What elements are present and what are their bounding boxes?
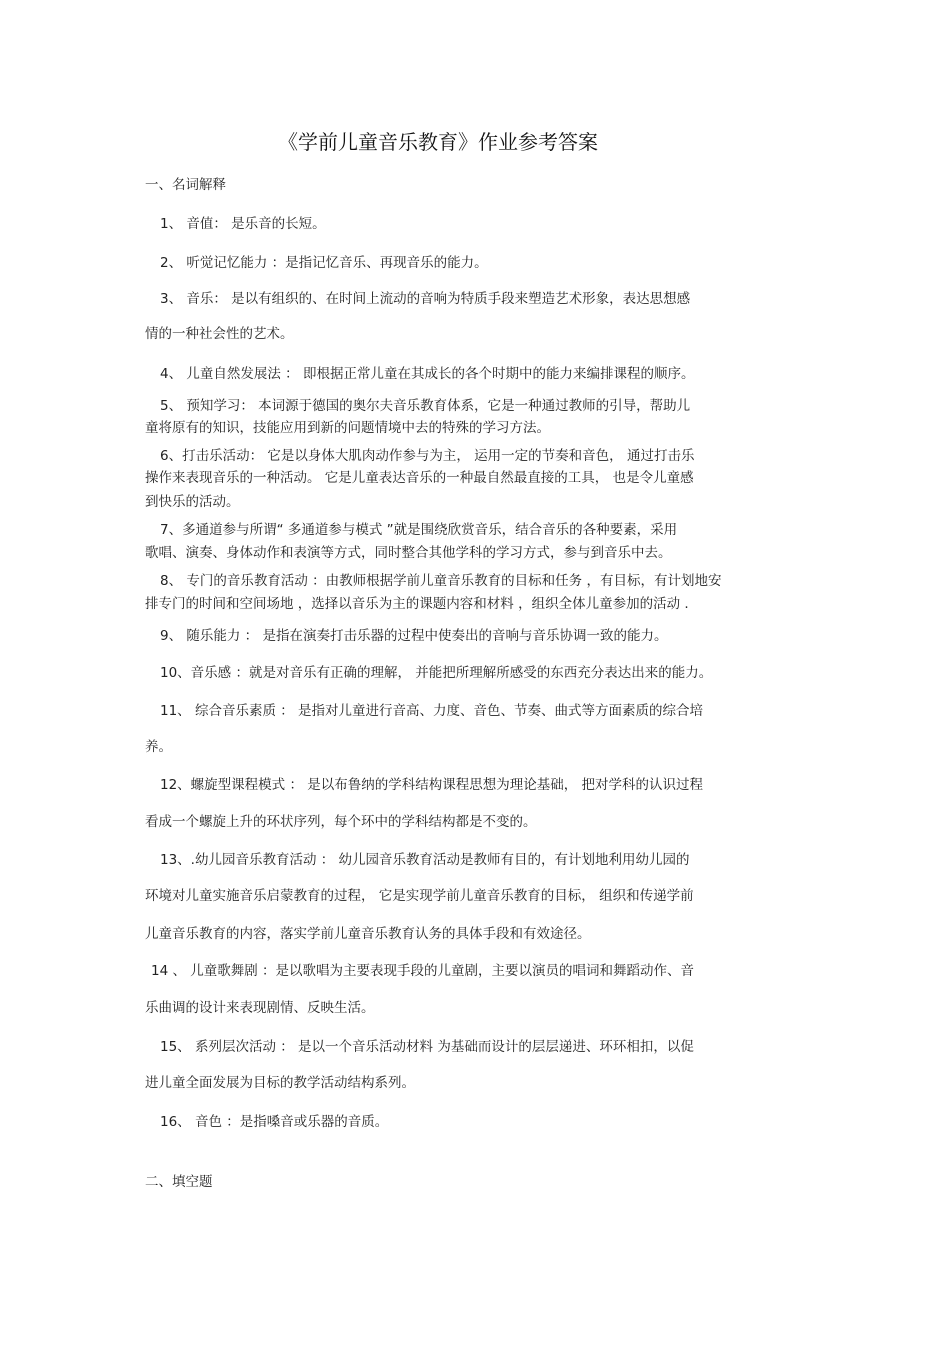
term-line: 养。 [145,739,172,755]
term-line: 2、 听觉记忆能力 ：是指记忆音乐、再现音乐的能力。 [160,255,488,271]
term-line: 7、多通道参与所谓“ 多通道参与模式 ”就是围绕欣赏音乐，结合音乐的各种要素，采用 [160,522,678,538]
term-line: 情的一种社会性的艺术。 [145,326,294,342]
term-line: 环境对儿童实施音乐启蒙教育的过程， 它是实现学前儿童音乐教育的目标， 组织和传递学前 [145,888,694,904]
term-line: 童将原有的知识，技能应用到新的问题情境中去的特殊的学习方法。 [145,420,550,436]
term-line: 5、 预知学习： 本词源于德国的奥尔夫音乐教育体系，它是一种通过教师的引导，帮助儿 [160,398,691,414]
section-heading-terms: 一、名词解释 [145,177,226,193]
term-line: 4、 儿童自然发展法 ： 即根据正常儿童在其成长的各个时期中的能力来编排课程的顺序。 [160,366,695,382]
term-line: 6、打击乐活动： 它是以身体大肌肉动作参与为主， 运用一定的节奏和音色， 通过打击乐 [160,448,695,464]
term-line: 乐曲调的设计来表现剧情、反映生活。 [145,1000,375,1016]
term-line: 11、 综合音乐素质 ： 是指对儿童进行音高、力度、音色、节奏、曲式等方面素质的综合培 [160,703,704,719]
term-line: 歌唱、演奏、身体动作和表演等方式，同时整合其他学科的学习方式，参与到音乐中去。 [145,545,672,561]
term-line: 8、 专门的音乐教育活动 ：由教师根据学前儿童音乐教育的目标和任务 ，有目标，有计划地安 [160,573,722,589]
document-title: 《学前儿童音乐教育》作业参考答案 [278,130,598,154]
term-line: 进儿童全面发展为目标的教学活动结构系列。 [145,1075,415,1091]
term-line: 10、音乐感 ：就是对音乐有正确的理解， 并能把所理解所感受的东西充分表达出来的能力。 [160,665,713,681]
term-line: 3、 音乐： 是以有组织的、在时间上流动的音响为特质手段来塑造艺术形象，表达思想感 [160,291,691,307]
term-line: 儿童音乐教育的内容，落实学前儿童音乐教育认务的具体手段和有效途径。 [145,926,591,942]
term-line: 看成一个螺旋上升的环状序列，每个环中的学科结构都是不变的。 [145,814,537,830]
term-line: 12、螺旋型课程模式 ： 是以布鲁纳的学科结构课程思想为理论基础， 把对学科的认识过程 [160,777,704,793]
term-line: 操作来表现音乐的一种活动。 它是儿童表达音乐的一种最自然最直接的工具， 也是令儿童感 [145,470,694,486]
term-line: 13、.幼儿园音乐教育活动 ： 幼儿园音乐教育活动是教师有目的，有计划地利用幼儿园的 [160,852,690,868]
term-line: 到快乐的活动。 [145,494,240,510]
term-line: 1、 音值： 是乐音的长短。 [160,216,326,232]
term-line: 15、 系列层次活动 ： 是以一个音乐活动材料 为基础而设计的层层递进、环环相扣，以促 [160,1039,694,1055]
term-line: 9、 随乐能力 ： 是指在演奏打击乐器的过程中使奏出的音响与音乐协调一致的能力。 [160,628,668,644]
term-line: 排专门的时间和空间场地 ，选择以音乐为主的课题内容和材料 ，组织全体儿童参加的活动 . [145,596,689,612]
section-heading-fill-blank: 二、填空题 [145,1174,213,1190]
term-line: 16、 音色 ：是指嗓音或乐器的音质。 [160,1114,389,1130]
term-line: 14 、 儿童歌舞剧 ：是以歌唱为主要表现手段的儿童剧，主要以演员的唱词和舞蹈动作、音 [151,963,695,979]
